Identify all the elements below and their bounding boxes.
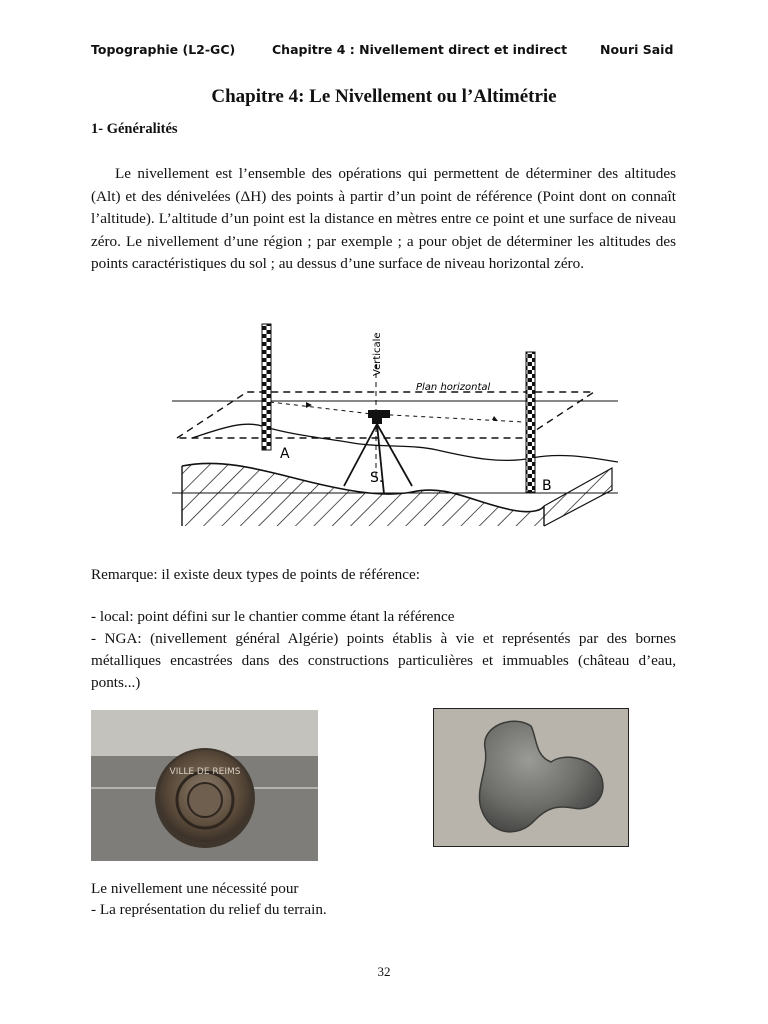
page-number: 32 [377,964,391,979]
label-b: B [542,478,552,494]
label-a: A [280,446,290,462]
staff-a [262,324,271,450]
label-vertical: Verticale [372,332,383,376]
section-heading: 1- Généralités [91,121,178,137]
list-item-local: - local: point défini sur le chantier comme étant la référence [91,608,455,625]
label-s: S. [370,470,384,486]
necessity-text: Le nivellement une nécessité pour [91,880,299,897]
remark-text: Remarque: il existe deux types de points de référence: [91,566,420,583]
necessity-item: - La représentation du relief du terrain. [91,901,327,918]
page-title: Chapitre 4: Le Nivellement ou l’Altimétrie [211,86,557,107]
list-item-nga: - NGA: (nivellement général Algérie) points établis à vie et représentés par des bornes métalliques encastrées dans des constructions particulières et immuables (château d’eau, ponts...) [91,630,676,691]
staff-b [526,352,535,492]
header-author: Nouri Said [600,42,674,57]
leveling-diagram [172,318,618,528]
benchmark-plaque-photo [91,710,318,861]
label-plan-horizontal: Plan horizontal [416,382,491,393]
header-course: Topographie (L2-GC) [91,42,236,57]
header-chapter: Chapitre 4 : Nivellement direct et indirect [272,42,568,57]
ground-hatch [182,463,544,526]
intro-paragraph: Le nivellement est l’ensemble des opérations qui permettent de déterminer des altitudes (Alt) et des dénivelées (ΔH) des points à partir d’un point de référence (Point dont on connaît l’altitude). L’altitude d’un point est la distance en mètres entre ce point et une surface de niveau zéro. Le nivellement d’une région ; par exemple ; a pour objet de déterminer les altitudes des points caractéristiques du sol ; au dessus d’une surface de niveau horizontal zéro. [91,165,676,272]
plaque-text: VILLE DE REIMS [169,767,241,777]
level-instrument [368,410,390,418]
ground-side [544,468,612,526]
benchmark-stud-photo [433,708,629,847]
terrain-profile [192,424,618,462]
